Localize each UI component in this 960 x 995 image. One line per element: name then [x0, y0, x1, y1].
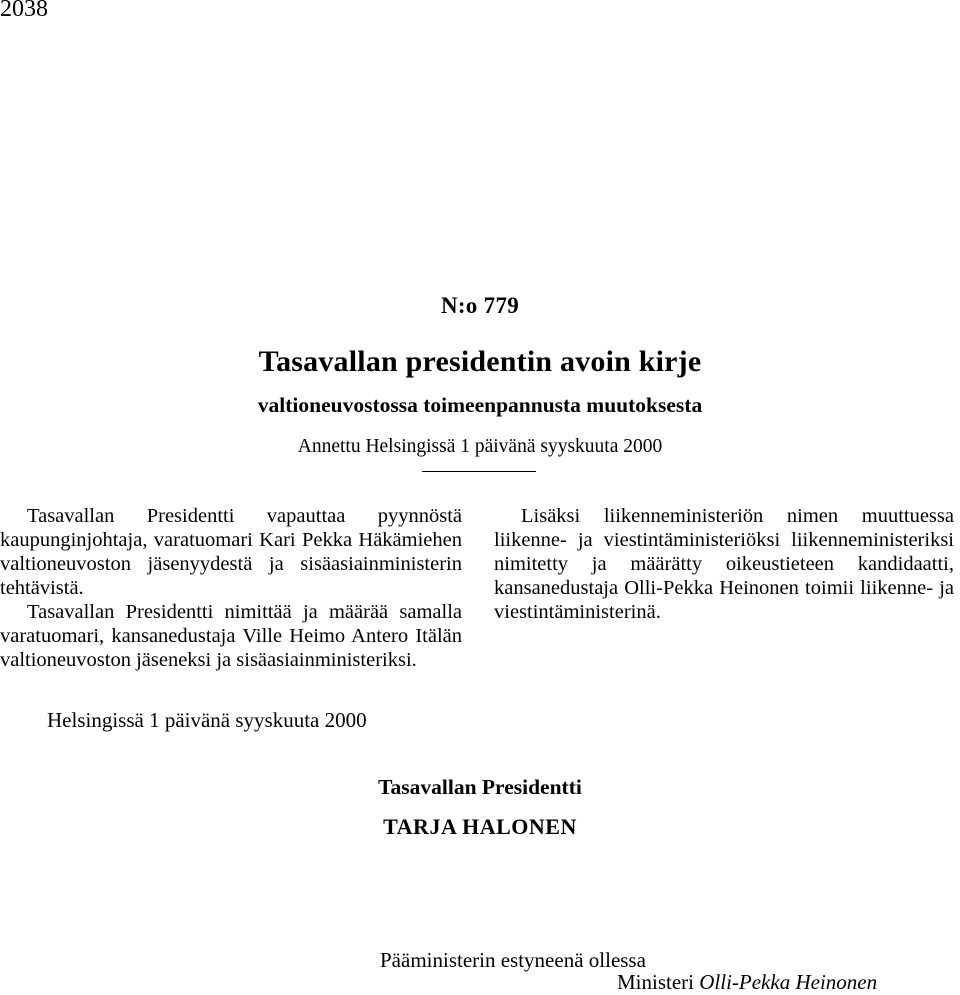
document-number: N:o 779: [440, 293, 520, 318]
document-subtitle: valtioneuvostossa toimeenpannusta muutoksesta: [257, 393, 703, 417]
given-date-line: Annettu Helsingissä 1 päivänä syyskuuta 2000: [297, 436, 663, 457]
header-divider: [422, 471, 536, 472]
document-title: Tasavallan presidentin avoin kirje: [258, 345, 702, 378]
signer-title: Tasavallan Presidentti: [378, 775, 582, 799]
body-paragraph: Tasavallan Presidentti vapauttaa pyynnöstä kaupunginjohtaja, varatuomari Kari Pekka Häkämiehen valtioneuvoston jäsenyydestä ja sisäasiainministerin tehtävistä.: [0, 505, 462, 599]
place-and-date: Helsingissä 1 päivänä syyskuuta 2000: [47, 708, 367, 732]
body-left-column: [0, 504, 462, 672]
cosigner: [617, 970, 877, 995]
body-right-column: [494, 504, 954, 624]
cosigner-note: Pääministerin estyneenä ollessa: [380, 948, 646, 972]
page-number: 2038: [0, 0, 48, 22]
cosigner-name: Olli-Pekka Heinonen: [699, 970, 878, 994]
body-paragraph: Tasavallan Presidentti nimittää ja määrää samalla varatuomari, kansanedustaja Ville Heimo Antero Itälän valtioneuvoston jäseneksi ja sisäasiainministeriksi.: [0, 601, 462, 671]
body-paragraph: Lisäksi liikenneministeriön nimen muuttuessa liikenne- ja viestintäministeriöksi liikenneministeriksi nimitetty ja määrätty oikeustieteen kandidaatti, kansanedustaja Olli-Pekka Heinonen toimii liikenne- ja viestintäministerinä.: [494, 505, 954, 623]
cosigner-role: Ministeri: [617, 970, 694, 994]
signer-name: TARJA HALONEN: [383, 814, 577, 839]
